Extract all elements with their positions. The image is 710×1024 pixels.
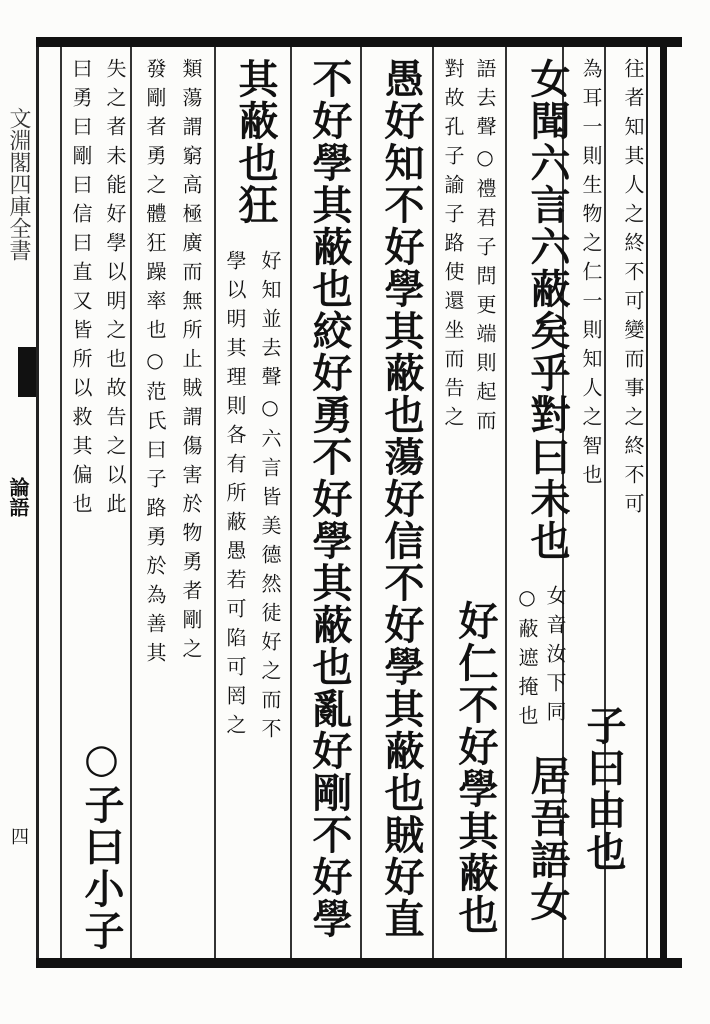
column-rule [290,47,292,958]
margin-strip [0,47,36,958]
commentary-c4-left: ○蔽遮掩也 [515,585,539,734]
commentary-c10-right: 失之者未能好學以明之也故告之以此 [103,58,127,522]
main-text-column-8: 其蔽也狂 [232,58,279,226]
frame-right-border [660,37,667,968]
commentary-column-2: 為耳一則生物之仁一則知人之智也 [579,58,603,493]
main-text-column-5: 好仁不好學其蔽也 [452,600,499,936]
margin-book-name: 論語 [6,477,30,517]
commentary-c5-left: 對故孔子諭子路使還坐而告之 [441,58,465,435]
main-text-column-4b: 居吾語女 [524,755,571,923]
commentary-c4-right: 女音汝下同 [543,585,567,730]
commentary-column-1: 往者知其人之終不可變而事之終不可 [621,58,645,522]
margin-title: 文淵閣四庫全書 [6,107,31,261]
commentary-c8-right: 好知並去聲○六言皆美德然徒好之而不 [258,250,282,747]
frame-bottom-border [36,958,682,968]
fish-tail-mark [18,347,36,397]
margin-page-number: 四 [8,827,29,845]
main-text-column-4: 女聞六言六蔽矣乎對曰未也 [524,58,571,562]
column-rule [60,47,62,958]
main-text-column-7: 不好學其蔽也絞好勇不好學其蔽也亂好剛不好學 [306,58,353,940]
main-text-column-3: 子曰由也 [580,705,627,873]
commentary-c9-left: 發剛者勇之體狂躁率也○范氏曰子路勇於為善其 [143,58,167,671]
commentary-c9-right: 類蕩謂窮高極廣而無所止賊謂傷害於物勇者剛之 [179,58,203,667]
column-rule [214,47,216,958]
frame-top-border [36,37,682,47]
main-text-column-6: 愚好知不好學其蔽也蕩好信不好學其蔽也賊好直 [378,58,425,940]
commentary-c5-right: 語去聲○禮君子問更端則起而 [473,58,497,439]
commentary-c8-left: 學以明其理則各有所蔽愚若可陷可罔之 [223,250,247,743]
main-text-column-10: ○子曰小子 [78,735,125,952]
commentary-c10-left: 曰勇曰剛曰信曰直又皆所以救其偏也 [69,58,93,522]
frame-left-border [36,47,39,958]
